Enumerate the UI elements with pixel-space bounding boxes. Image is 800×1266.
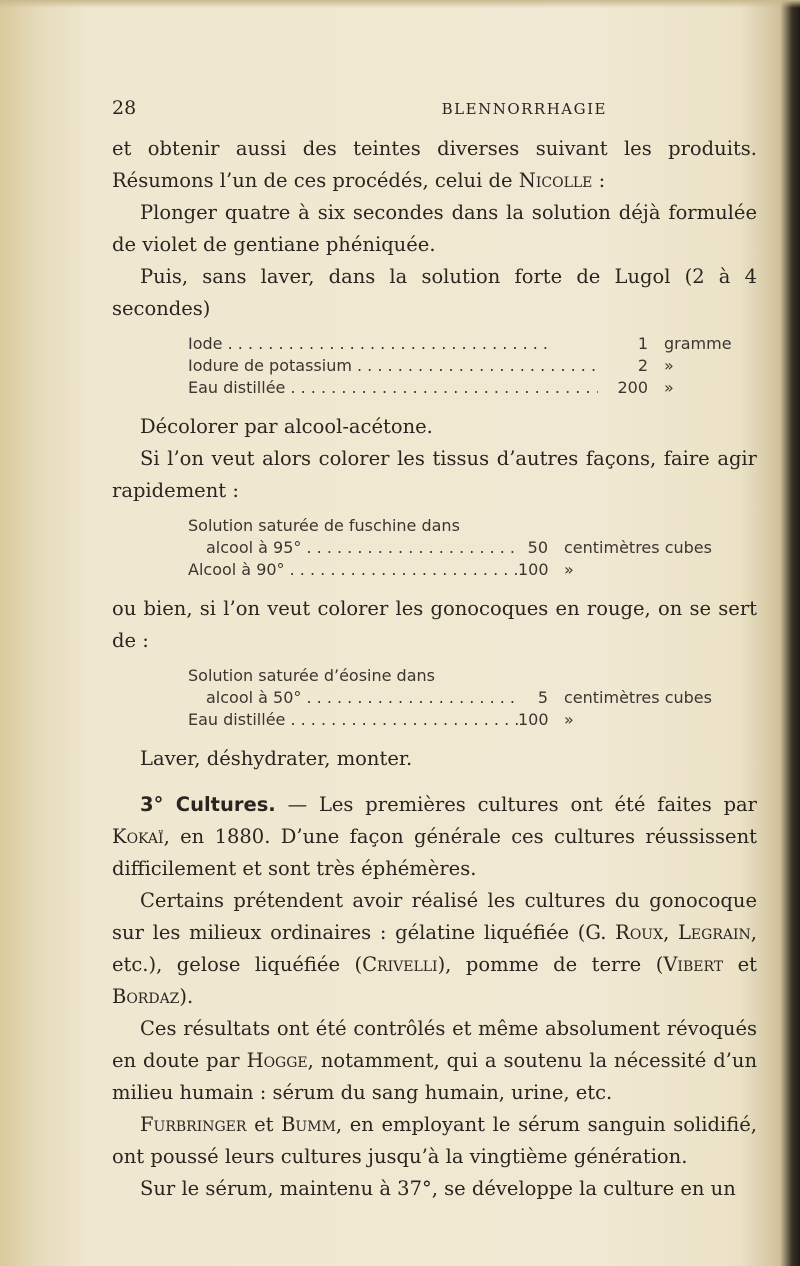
ingredient-unit: »: [664, 356, 674, 375]
formula-heading: Solution saturée d’éosine dans: [188, 666, 435, 685]
fuchsine-formula-table: [112, 515, 757, 581]
text: et: [246, 1113, 282, 1136]
running-title: BLENNORRHAGIE: [441, 100, 607, 118]
eosine-formula-table: [112, 665, 757, 731]
ingredient-unit: centimètres cubes: [564, 688, 712, 707]
text: , en 1880. D’une façon générale ces cultures réussissent difficilement et sont très éphémères.: [112, 825, 757, 880]
ingredient-label: alcool à 50° . . .: [206, 687, 518, 709]
page-number: 28: [112, 97, 137, 119]
paragraph-5: Si l’on veut alors colorer les tissus d’autres façons, faire agir rapidement :: [112, 447, 757, 502]
paragraph-12: Sur le sérum, maintenu à 37°, se développe la culture en un: [140, 1177, 736, 1200]
ingredient-unit: gramme: [664, 334, 732, 353]
paragraph-3: Puis, sans laver, dans la solution forte de Lugol (2 à 4 secondes): [112, 265, 757, 320]
author-name: Bumm: [281, 1113, 336, 1136]
table-row: [112, 687, 757, 709]
ingredient-label: Iodure de potassium . . .: [188, 355, 598, 377]
ingredient-label: Alcool à 90° . . .: [188, 559, 518, 581]
paragraph-11: [112, 1109, 757, 1173]
ingredient-unit: centimètres cubes: [564, 538, 712, 557]
author-name: Vibert: [663, 953, 724, 976]
text: ), pomme de terre (: [437, 953, 664, 976]
ingredient-quantity: 50: [527, 538, 548, 557]
table-row: [112, 559, 757, 581]
table-row: [112, 355, 757, 377]
author-name: Furbringer: [140, 1113, 247, 1136]
ingredient-label: Eau distillée . . .: [188, 377, 598, 399]
author-name: Hogge: [246, 1049, 308, 1072]
paragraph-1: [112, 133, 757, 197]
table-heading: [112, 665, 757, 687]
author-name: Bordaz: [112, 985, 180, 1008]
paragraph-9: [112, 885, 757, 1013]
ingredient-quantity: 1: [637, 334, 648, 353]
paragraph-7: Laver, déshydrater, monter.: [140, 747, 413, 770]
ingredient-quantity: 100: [518, 560, 549, 579]
text: et obtenir aussi des teintes diverses suivant les produits. Résumons l’un de ces procédés, celui de: [112, 137, 757, 192]
ingredient-unit: »: [564, 560, 574, 579]
text: , notamment, qui a soutenu la nécessité d’un milieu humain : sérum du sang humain, urine, etc.: [112, 1049, 757, 1104]
paragraph-2: Plonger quatre à six secondes dans la solution déjà formulée de violet de gentiane phéniquée.: [112, 201, 757, 256]
paragraph-8: [112, 789, 757, 885]
author-name: Kokaï: [112, 825, 164, 848]
text: Ces résultats ont été contrôlés et même absolument révoqués en doute par: [112, 1017, 757, 1072]
table-heading: [112, 515, 757, 537]
table-row: [112, 333, 757, 355]
ingredient-unit: »: [664, 378, 674, 397]
paragraph-4: Décolorer par alcool-acétone.: [140, 415, 433, 438]
ingredient-quantity: 5: [537, 688, 548, 707]
table-row: [112, 537, 757, 559]
ingredient-unit: »: [564, 710, 574, 729]
lugol-formula-table: [112, 333, 757, 399]
ingredient-quantity: 200: [617, 378, 648, 397]
ingredient-quantity: 100: [518, 710, 549, 729]
text: :: [592, 169, 606, 192]
text: , etc.), gelose liquéfiée (: [112, 921, 757, 976]
text: — Les premières cultures ont été faites par: [275, 793, 757, 816]
text: , en employant le sérum sanguin solidifié, ont poussé leurs cultures jusqu’à la vingtième génération.: [112, 1113, 757, 1168]
author-name: Crivelli: [362, 953, 438, 976]
ingredient-label: Iode . . .: [188, 333, 598, 355]
page-top-shadow: [0, 0, 800, 8]
author-name: Roux: [615, 921, 664, 944]
section-heading: 3° Cultures.: [140, 793, 276, 816]
page-header: [112, 92, 757, 125]
formula-heading: Solution saturée de fuschine dans: [188, 516, 460, 535]
text: ).: [179, 985, 194, 1008]
table-row: [112, 377, 757, 399]
paragraph-10: [112, 1013, 757, 1109]
paragraph-6: ou bien, si l’on veut colorer les gonocoques en rouge, on se sert de :: [112, 597, 757, 652]
table-row: [112, 709, 757, 731]
text: Certains prétendent avoir réalisé les cultures du gonocoque sur les milieux ordinaires : gélatine liquéfiée (G.: [112, 889, 757, 944]
text: et: [723, 953, 757, 976]
ingredient-label: alcool à 95° . . .: [206, 537, 518, 559]
page-content: [112, 92, 757, 1205]
ingredient-quantity: 2: [637, 356, 648, 375]
text: ,: [663, 921, 678, 944]
author-name: Legrain: [677, 921, 751, 944]
author-name: Nicolle: [518, 169, 593, 192]
ingredient-label: Eau distillée . . .: [188, 709, 518, 731]
